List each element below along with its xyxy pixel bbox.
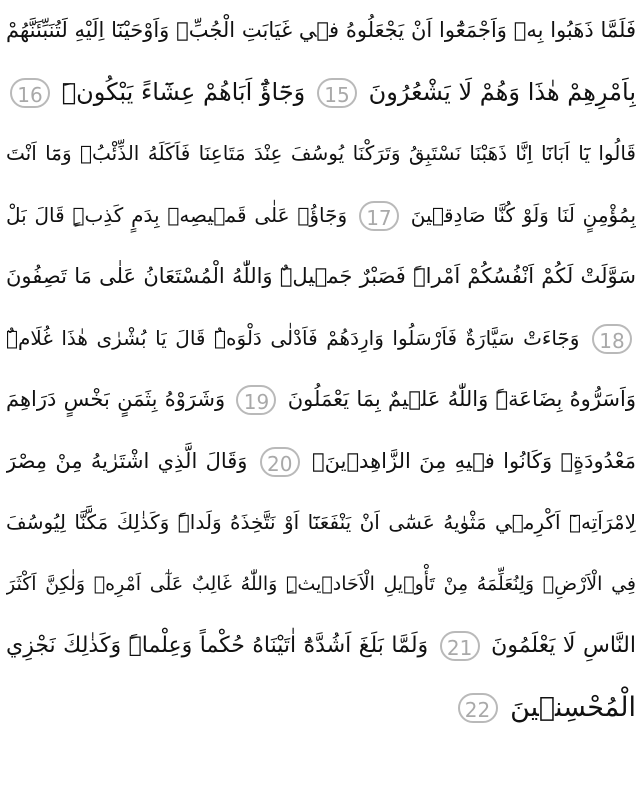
text-line-7 [6,369,636,431]
verse-text: فِي الْاَرْضِۘ وَلِنُعَلِّمَهُ مِنْ تَأْو۪يلِ الْاَحَاد۪يثِۜ وَاللّٰهُ غَالِبٌ عَلٰٓى اَمْرِه۪ وَلٰكِنَّ اَكْثَرَ [6,572,636,595]
verse-text: قَالُوا يَٓا اَبَانَٓا اِنَّا ذَهَبْنَا نَسْتَبِقُ وَتَرَكْنَا يُوسُفَ عِنْدَ مَتَاعِنَا فَاَكَلَهُ الذِّئْبُۚ وَمَٓا اَنْتَ [6,141,636,165]
verse-text: مَعْدُودَةٍۚ وَكَانُوا ف۪يهِ مِنَ الزَّاهِد۪ينَ۟ [312,448,636,473]
text-line-3 [6,123,636,185]
verse-text: وَقَالَ الَّذِي اشْتَرٰيهُ مِنْ مِصْرَ [6,448,248,473]
text-line-11 [6,615,636,677]
verse-text: بِاَمْرِهِمْ هٰذَا وَهُمْ لَا يَشْعُرُونَ [368,77,636,106]
text-line-12 [6,677,636,739]
ayah-number-marker: 21 [440,631,480,661]
verse-text: وَجَٓاءَتْ سَيَّارَةٌ فَاَرْسَلُوا وَارِدَهُمْ فَاَدْلٰى دَلْوَهُۜ قَالَ يَا بُشْرٰى هٰذَا غُلَامٌۜ [6,325,580,350]
verse-text: النَّاسِ لَا يَعْلَمُونَ [491,633,636,658]
text-line-10 [6,554,636,616]
verse-text: لِامْرَاَتِه۪ٓ اَكْرِم۪ي مَثْوٰيهُ عَسٰٓى اَنْ يَنْفَعَنَٓا اَوْ نَتَّخِذَهُ وَلَداًۜ وَكَذٰلِكَ مَكَّنَّا لِيُوسُفَ [6,510,636,534]
verse-text: سَوَّلَتْ لَكُمْ اَنْفُسُكُمْ اَمْراًۜ فَصَبْرٌ جَم۪يلٌۜ وَاللّٰهُ الْمُسْتَعَانُ عَلٰى مَا تَصِفُونَ [6,264,636,288]
text-line-4 [6,185,636,247]
ayah-number-marker: 20 [260,447,300,477]
verse-text: وَشَرَوْهُ بِثَمَنٍ بَخْسٍ دَرَاهِمَ [6,387,226,411]
text-line-6 [6,308,636,370]
verse-text: وَجَٓاؤُٓ اَبَاهُمْ عِشَٓاءً يَبْكُونَۜ [61,77,306,106]
verse-text: وَجَٓاؤُ۫ عَلٰى قَم۪يصِه۪ بِدَمٍ كَذِبٍۜ قَالَ بَلْ [6,202,348,227]
ayah-number-marker: 15 [317,78,357,108]
text-line-5 [6,246,636,308]
text-line-8 [6,431,636,493]
ayah-number-marker: 18 [592,324,632,354]
verse-text: فَلَمَّا ذَهَبُوا بِه۪ وَاَجْمَعُٓوا اَنْ يَجْعَلُوهُ ف۪ي غَيَابَتِ الْجُبِّۚ وَاَوْحَيْنَٓا اِلَيْهِ لَتُنَبِّئَنَّهُمْ [6,18,636,42]
ayah-number-marker: 22 [458,693,498,723]
ayah-number-marker: 17 [359,201,399,231]
text-line-1 [6,0,636,62]
verse-text: الْمُحْسِن۪ينَ [510,691,636,723]
verse-text: وَلَمَّا بَلَغَ اَشُدَّهُٓ اٰتَيْنَاهُ حُكْماً وَعِلْماًۜ وَكَذٰلِكَ نَجْزِي [6,633,429,658]
text-line-9 [6,492,636,554]
text-line-2 [6,62,636,124]
verse-text: وَاَسَرُّوهُ بِضَاعَةًۜ وَاللّٰهُ عَل۪يمٌ بِمَا يَعْمَلُونَ [287,387,636,411]
ayah-number-marker: 19 [236,385,276,415]
verse-text: بِمُؤْمِنٍ لَنَا وَلَوْ كُنَّا صَادِق۪ينَ [410,202,636,227]
ayah-number-marker: 16 [10,78,50,108]
